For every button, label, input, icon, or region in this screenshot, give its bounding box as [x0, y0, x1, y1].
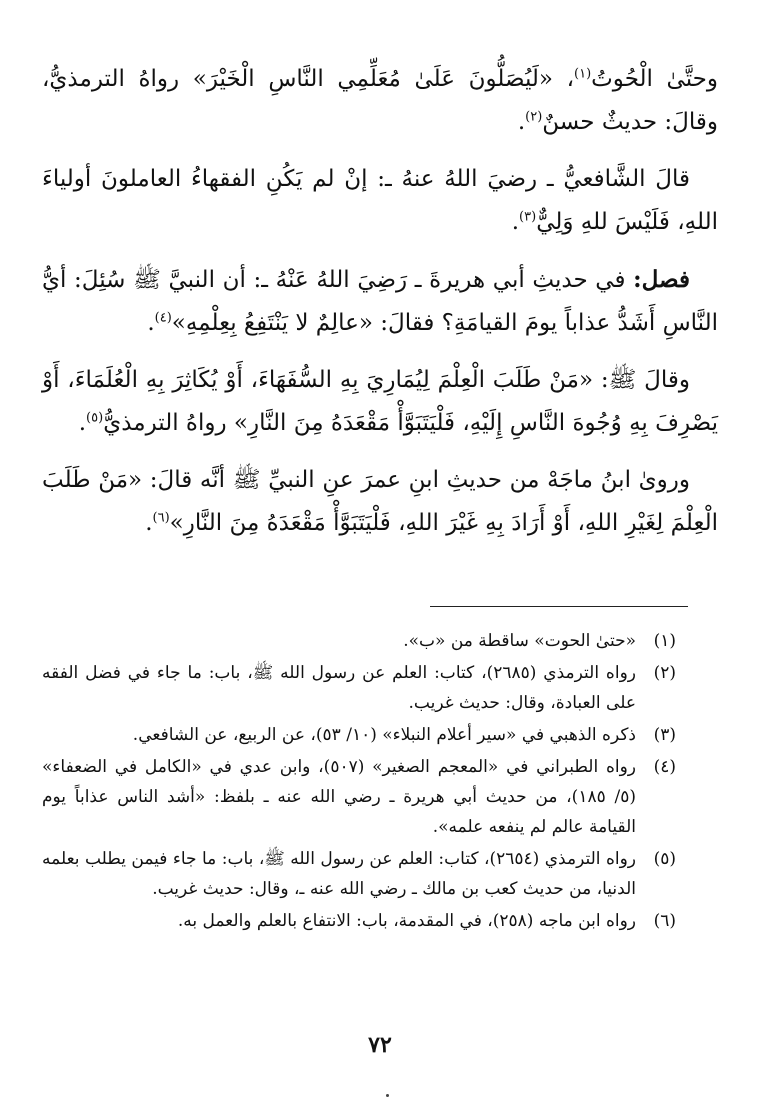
- footnote-number: (٥): [653, 849, 676, 869]
- footnote-number: (١): [653, 631, 676, 651]
- footnote-ref-2[interactable]: (٢): [525, 109, 543, 125]
- footnote-item: [42, 658, 676, 718]
- main-text: [42, 58, 718, 545]
- paragraph-3: [42, 258, 718, 345]
- paragraph-1-text-b: ، «لَيُصَلُّونَ عَلَىٰ مُعَلِّمِي النَّاسِ الْخَيْرَ» رواهُ الترمذيُّ، وقالَ: حديثٌ حسنٌ: [42, 66, 718, 135]
- paragraph-2: [42, 158, 718, 244]
- paragraph-4-text-a: وقالَ ﷺ: «مَنْ طَلَبَ الْعِلْمَ لِيُمَارِيَ بِهِ السُّفَهَاءَ، أَوْ يُكَاثِرَ بِهِ الْعُلَمَاءَ، أَوْ يَصْرِفَ بِهِ وُجُوهَ النَّاسِ إِلَيْهِ، فَلْيَتَبَوَّأْ مَقْعَدَهُ مِنَ النَّارِ» رواهُ الترمذيُّ: [42, 367, 718, 436]
- footnote-number: (٤): [653, 757, 676, 777]
- paragraph-1-text-c: .: [517, 109, 526, 135]
- paragraph-5-text-a: وروىٰ ابنُ ماجَهْ من حديثِ ابنِ عمرَ عنِ النبيِّ ﷺ أنَّه قالَ: «مَنْ طَلَبَ الْعِلْمَ لِغَيْرِ اللهِ، أَوْ أَرَادَ بِهِ غَيْرَ اللهِ، فَلْيَتَبَوَّأْ مَقْعَدَهُ مِنَ النَّارِ»: [42, 467, 718, 536]
- footnote-ref-6[interactable]: (٦): [152, 510, 170, 526]
- paragraph-1-text-a: وحتَّىٰ الْحُوتُ: [591, 66, 718, 92]
- footnote-ref-4[interactable]: (٤): [154, 310, 172, 326]
- footnote-ref-3[interactable]: (٣): [519, 209, 537, 225]
- footnote-text: رواه الطبراني في «المعجم الصغير» (٥٠٧)، وابن عدي في «الكامل في الضعفاء» (٥/ ١٨٥)، من حديث أبي هريرة ـ رضي الله عنه ـ بلفظ: «أشد الناس عذاباً يوم القيامة عالم لم ينفعه علمه».: [42, 757, 637, 837]
- scan-speck: [386, 1094, 389, 1097]
- footnote-number: (٦): [653, 911, 676, 931]
- paragraph-5: [42, 459, 718, 545]
- page-number: ٧٢: [368, 1032, 392, 1058]
- footnote-text: رواه الترمذي (٢٦٥٤)، كتاب: العلم عن رسول الله ﷺ، باب: ما جاء فيمن يطلب بعلمه الدنيا، من حديث كعب بن مالك ـ رضي الله عنه ـ، وقال: حديث غريب.: [42, 849, 636, 899]
- footnote-item: [42, 720, 676, 750]
- footnote-text: ذكره الذهبي في «سير أعلام النبلاء» (١٠/ ٥٣)، عن الربيع، عن الشافعي.: [132, 725, 636, 745]
- footnote-ref-1[interactable]: (١): [574, 66, 592, 82]
- footnote-item: [42, 844, 676, 904]
- paragraph-5-text-b: .: [145, 510, 153, 536]
- footnote-item: [42, 626, 676, 656]
- paragraph-4: [42, 359, 718, 445]
- footnotes: [42, 626, 676, 938]
- paragraph-2-text-b: .: [511, 209, 520, 235]
- footnote-item: [42, 752, 676, 842]
- footnote-ref-5[interactable]: (٥): [86, 410, 104, 426]
- paragraph-3-text-a: في حديثِ أبي هريرةَ ـ رَضِيَ اللهُ عَنْهُ ـ: أن النبيَّ ﷺ سُئِلَ: أيُّ النَّاسِ أَشَدُّ عذاباً يومَ القيامَةِ؟ فقالَ: «عالِمٌ لا يَنْتَفِعُ بِعِلْمِهِ»: [42, 267, 718, 336]
- footnote-divider: [430, 606, 688, 607]
- footnote-text: «حتىٰ الحوت» ساقطة من «ب».: [403, 631, 636, 651]
- paragraph-3-text-b: .: [147, 310, 155, 336]
- footnote-number: (٣): [653, 725, 676, 745]
- paragraph-2-text-a: قالَ الشَّافعيُّ ـ رضيَ اللهُ عنهُ ـ: إنْ لم يَكُنِ الفقهاءُ العاملونَ أولياءَ اللهِ، فَلَيْسَ للهِ وَلِيٌّ: [42, 166, 718, 235]
- paragraph-1: [42, 58, 718, 144]
- footnote-number: (٢): [653, 663, 676, 683]
- section-label: فصل:: [633, 266, 690, 293]
- footnote-item: [42, 906, 676, 936]
- paragraph-4-text-b: .: [78, 410, 87, 436]
- footnote-text: رواه الترمذي (٢٦٨٥)، كتاب: العلم عن رسول الله ﷺ، باب: ما جاء في فضل الفقه على العبادة، وقال: حديث غريب.: [42, 663, 636, 713]
- footnote-text: رواه ابن ماجه (٢٥٨)، في المقدمة، باب: الانتفاع بالعلم والعمل به.: [177, 911, 636, 931]
